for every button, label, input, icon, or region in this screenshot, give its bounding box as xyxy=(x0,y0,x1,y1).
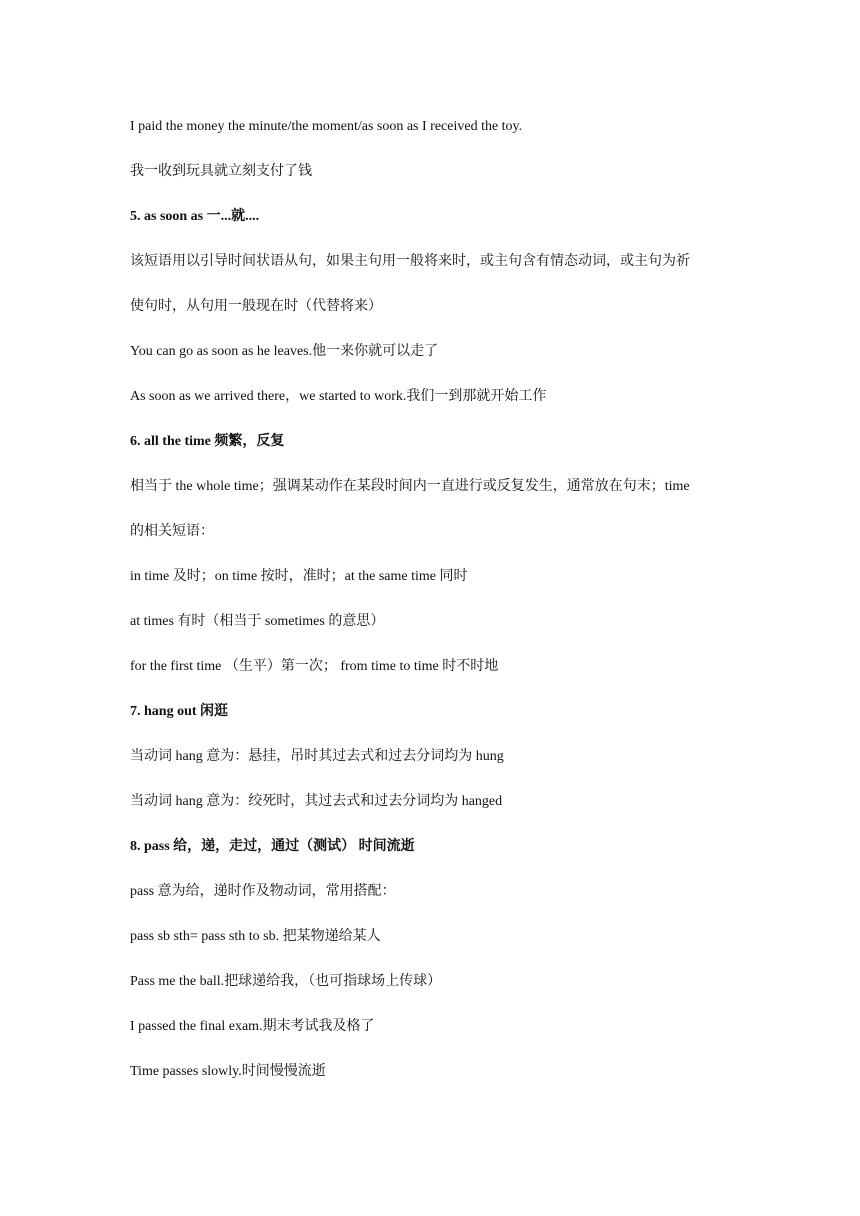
text-line: I passed the final exam.期末考试我及格了 xyxy=(130,1019,375,1034)
text-line: 我一收到玩具就立刻支付了钱 xyxy=(130,164,312,179)
section-heading: 7. hang out 闲逛 xyxy=(130,704,229,719)
text-line: I paid the money the minute/the moment/as soon as I received the toy. xyxy=(130,119,523,134)
text-line: Time passes slowly.时间慢慢流逝 xyxy=(130,1064,326,1079)
text-line: pass 意为给，递时作及物动词，常用搭配： xyxy=(130,884,396,899)
text-line: for the first time （生平）第一次； from time to time 时不时地 xyxy=(130,659,499,674)
text-line: pass sb sth= pass sth to sb. 把某物递给某人 xyxy=(130,929,381,944)
text-line: 当动词 hang 意为：绞死时，其过去式和过去分词均为 hanged xyxy=(130,794,503,809)
section-heading: 6. all the time 频繁，反复 xyxy=(130,434,285,449)
text-line: 该短语用以引导时间状语从句，如果主句用一般将来时，或主句含有情态动词，或主句为祈 xyxy=(130,254,690,269)
section-heading: 5. as soon as 一...就.... xyxy=(130,209,260,224)
text-line: at times 有时（相当于 sometimes 的意思） xyxy=(130,614,385,629)
text-line: 的相关短语： xyxy=(130,524,214,539)
section-heading: 8. pass 给，递，走过，通过（测试） 时间流逝 xyxy=(130,839,415,854)
text-line: 相当于 the whole time；强调某动作在某段时间内一直进行或反复发生，通常放在句末；time xyxy=(130,479,690,494)
text-line: in time 及时；on time 按时，准时；at the same time 同时 xyxy=(130,569,468,584)
text-line: 使句时，从句用一般现在时（代替将来） xyxy=(130,299,382,314)
text-line: 当动词 hang 意为：悬挂，吊时其过去式和过去分词均为 hung xyxy=(130,749,504,764)
document-body xyxy=(130,113,740,1103)
text-line: As soon as we arrived there，we started to work.我们一到那就开始工作 xyxy=(130,389,547,404)
text-line: Pass me the ball.把球递给我，（也可指球场上传球） xyxy=(130,974,442,989)
text-line: You can go as soon as he leaves.他一来你就可以走了 xyxy=(130,344,439,359)
